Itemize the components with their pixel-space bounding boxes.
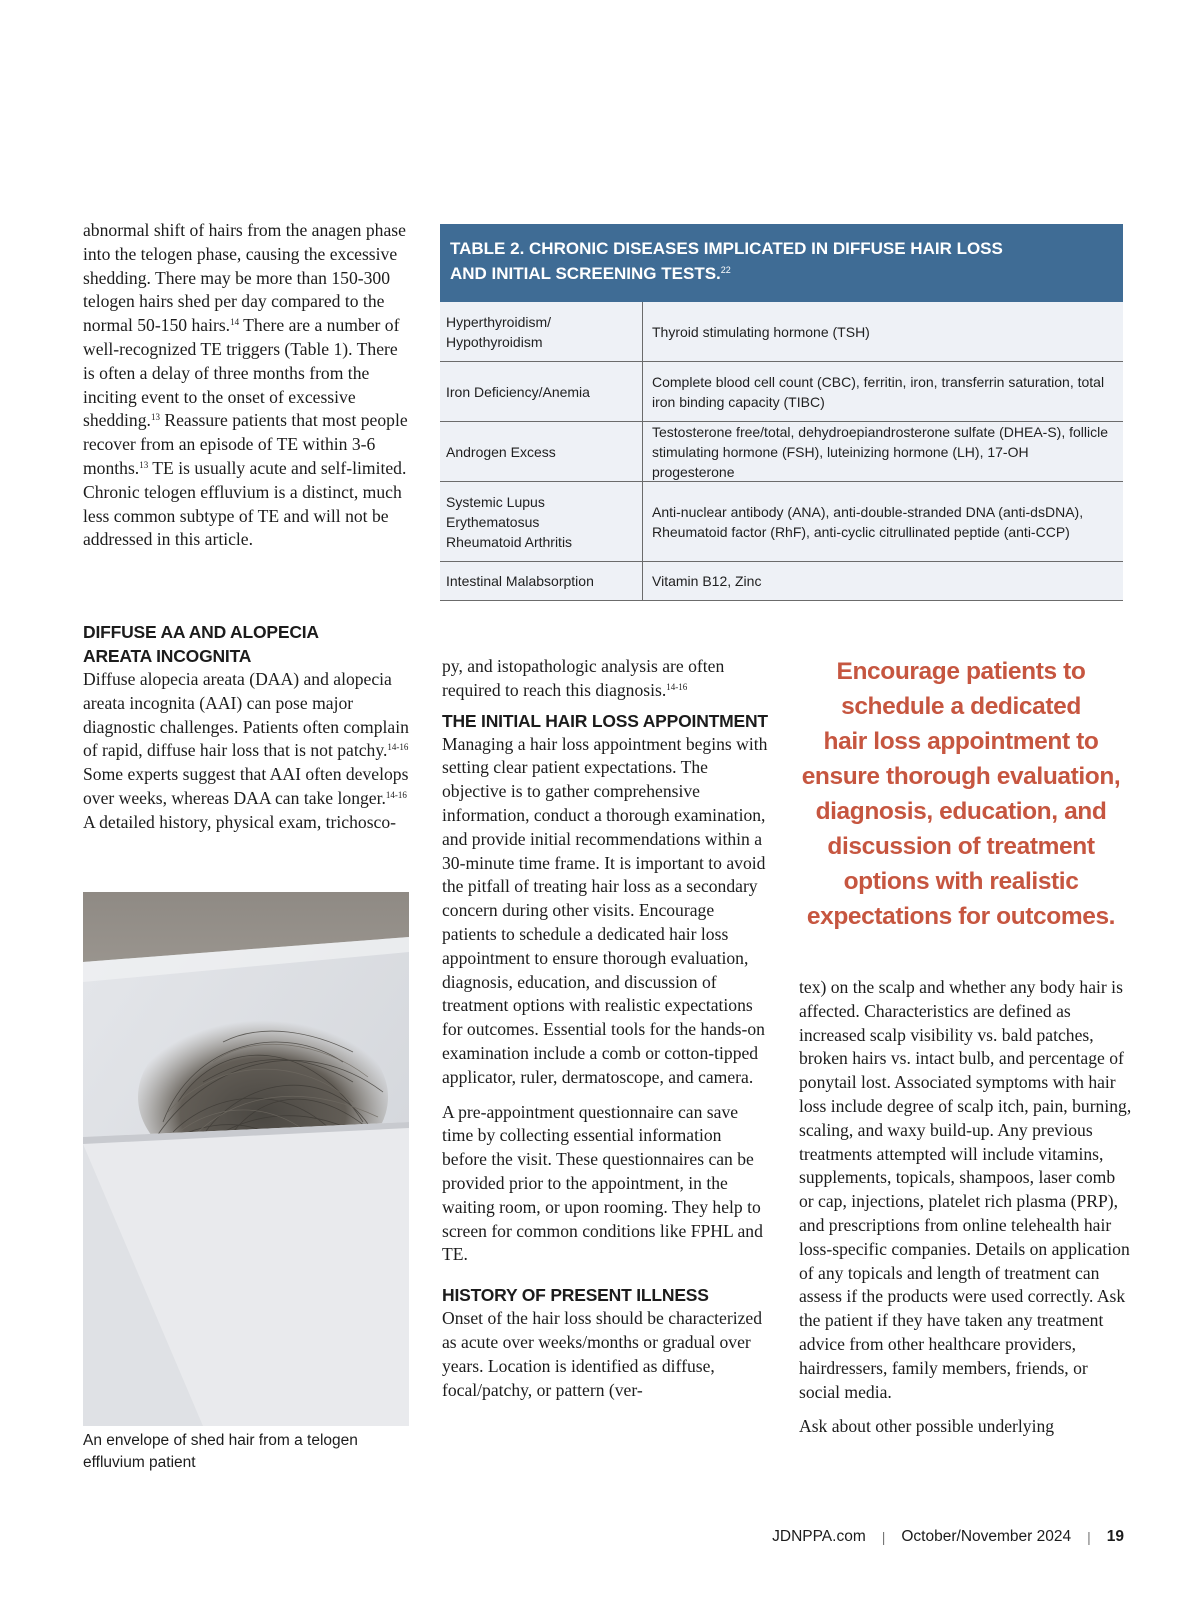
citation: 14-16 — [666, 681, 688, 692]
table-row: Intestinal Malabsorption Vitamin B12, Zinc — [440, 562, 1123, 601]
page-footer — [772, 1528, 1124, 1546]
appointment-paragraph-1: Managing a hair loss appointment begins with setting clear patient expectations. The objective is to gather comprehensive information, conduct a thorough examination, and provide initial recommendations within a 30-minute time frame. It is important to avoid the pitfall of treating hair loss as a secondary concern during other visits. Encourage patients to schedule a dedicated hair loss appointment to ensure thorough evaluation, diagnosis, education, and discussion of treatment options with realistic expectations for outcomes. Essential tools for the hands-on examination include a comb or cotton-tipped applicator, ruler, dermatoscope, and camera. — [442, 733, 768, 1087]
daa-section — [83, 620, 413, 835]
table-title: TABLE 2. CHRONIC DISEASES IMPLICATED IN DIFFUSE HAIR LOSS AND INITIAL SCREENING TESTS.$^{22}$ — [440, 224, 1123, 302]
hair-envelope-photo — [83, 892, 409, 1426]
citation: 14 — [230, 317, 240, 328]
citation: 13 — [150, 412, 160, 423]
table-row: Hyperthyroidism/ Hypothyroidism Thyroid stimulating hormone (TSH) — [440, 302, 1123, 362]
col3-paragraph-1: tex) on the scalp and whether any body hair is affected. Characteristics are defined as increased scalp visibility vs. bald patches, broken hairs vs. intact bulb, and percentage of ponytail lost. Associated symptoms with hair loss include degree of scalp itch, pain, burning, scaling, and waxy build-up. Any previous treatments attempted will include vitamins, supplements, topicals, shampoos, laser comb or cap, injections, platelet rich plasma (PRP), and prescriptions from online telehealth hair loss-specific companies. Details on application of any topicals and length of treatment can assess if the products were used correctly. Ask the patient if they have taken any treatment advice from other healthcare providers, hairdressers, family members, friends, or social media. — [799, 977, 1132, 1402]
appointment-paragraph-2: A pre-appointment questionnaire can save time by collecting essential information before the visit. These questionnaires can be provided prior to the appointment, in the waiting room, or upon rooming. They help to screen for common conditions like FPHL and TE. — [442, 1101, 763, 1265]
col3 — [799, 976, 1133, 1439]
section-heading-hpi: HISTORY OF PRESENT ILLNESS — [442, 1285, 709, 1306]
table-row: Androgen Excess Testosterone free/total, dehydroepiandrosterone sulfate (DHEA-S), follicle stimulating hormone (FSH), luteinizing hormone (LH), 17-OH progesterone — [440, 422, 1123, 482]
col3-paragraph-2: Ask about other possible underlying — [799, 1416, 1055, 1437]
daa-continuation-paragraph: py, and istopathologic analysis are often required to reach this diagnosis.$^{14-16}$ — [442, 656, 725, 700]
footer-separator: | — [881, 1529, 886, 1545]
col1-intro-paragraph: abnormal shift of hairs from the anagen phase into the telogen phase, causing the excessive shedding. There may be more than 150-300 telogen hairs shed per day compared to the normal 50-150 hairs.$^{14}$ There are a number of well-recognized TE triggers (Table 1). There is often a delay of three months from the inciting event to the onset of excessive shedding.$^{13}$ Reassure patients that most people recover from an episode of TE within 3-6 months.$^{13}$ TE is usually acute and self-limited. Chronic telogen effluvium is a distinct, much less common subtype of TE and will not be addressed in this article. — [83, 220, 408, 550]
footer-site: JDNPPA.com — [772, 1528, 866, 1545]
table-2 — [440, 224, 1123, 601]
daa-paragraph: Diffuse alopecia areata (DAA) and alopecia areata incognita (AAI) can pose major diagnostic challenges. Patients often complain of rapid, diffuse hair loss that is not patchy.$^{14-16}$ Some experts suggest that AAI often develops over weeks, whereas DAA can take longer.$^{14-16}$ A detailed history, physical exam, trichosco- — [83, 669, 409, 832]
table-row: Systemic Lupus Erythematosus Rheumatoid Arthritis Anti-nuclear antibody (ANA), anti-double-stranded DNA (anti-dsDNA), Rheumatoid factor (RhF), anti-cyclic citrullinated peptide (anti-CCP) — [440, 482, 1123, 562]
table-row: Iron Deficiency/Anemia Complete blood cell count (CBC), ferritin, iron, transferrin saturation, total iron binding capacity (TIBC) — [440, 362, 1123, 422]
citation: 14-16 — [387, 742, 409, 753]
citation: 14-16 — [385, 789, 407, 800]
footer-issue: October/November 2024 — [901, 1528, 1072, 1545]
figure-caption: An envelope of shed hair from a telogen effluvium patient — [83, 1432, 358, 1471]
section-heading-appointment: THE INITIAL HAIR LOSS APPOINTMENT — [442, 710, 768, 731]
hpi-paragraph: Onset of the hair loss should be characterized as acute over weeks/months or gradual over years. Location is identified as diffuse, focal/patchy, or pattern (ver- — [442, 1308, 762, 1400]
page-number: 19 — [1106, 1528, 1124, 1545]
footer-separator: | — [1087, 1529, 1091, 1545]
col2 — [442, 655, 770, 1402]
section-heading-daa: DIFFUSE AA AND ALOPECIA AREATA INCOGNITA — [83, 622, 319, 666]
pull-quote: Encourage patients to schedule a dedicated hair loss appointment to ensure thorough evaluation, diagnosis, education, and discussion of treatment options with realistic expectations for outcomes. — [801, 658, 1121, 930]
citation: 13 — [139, 459, 149, 470]
